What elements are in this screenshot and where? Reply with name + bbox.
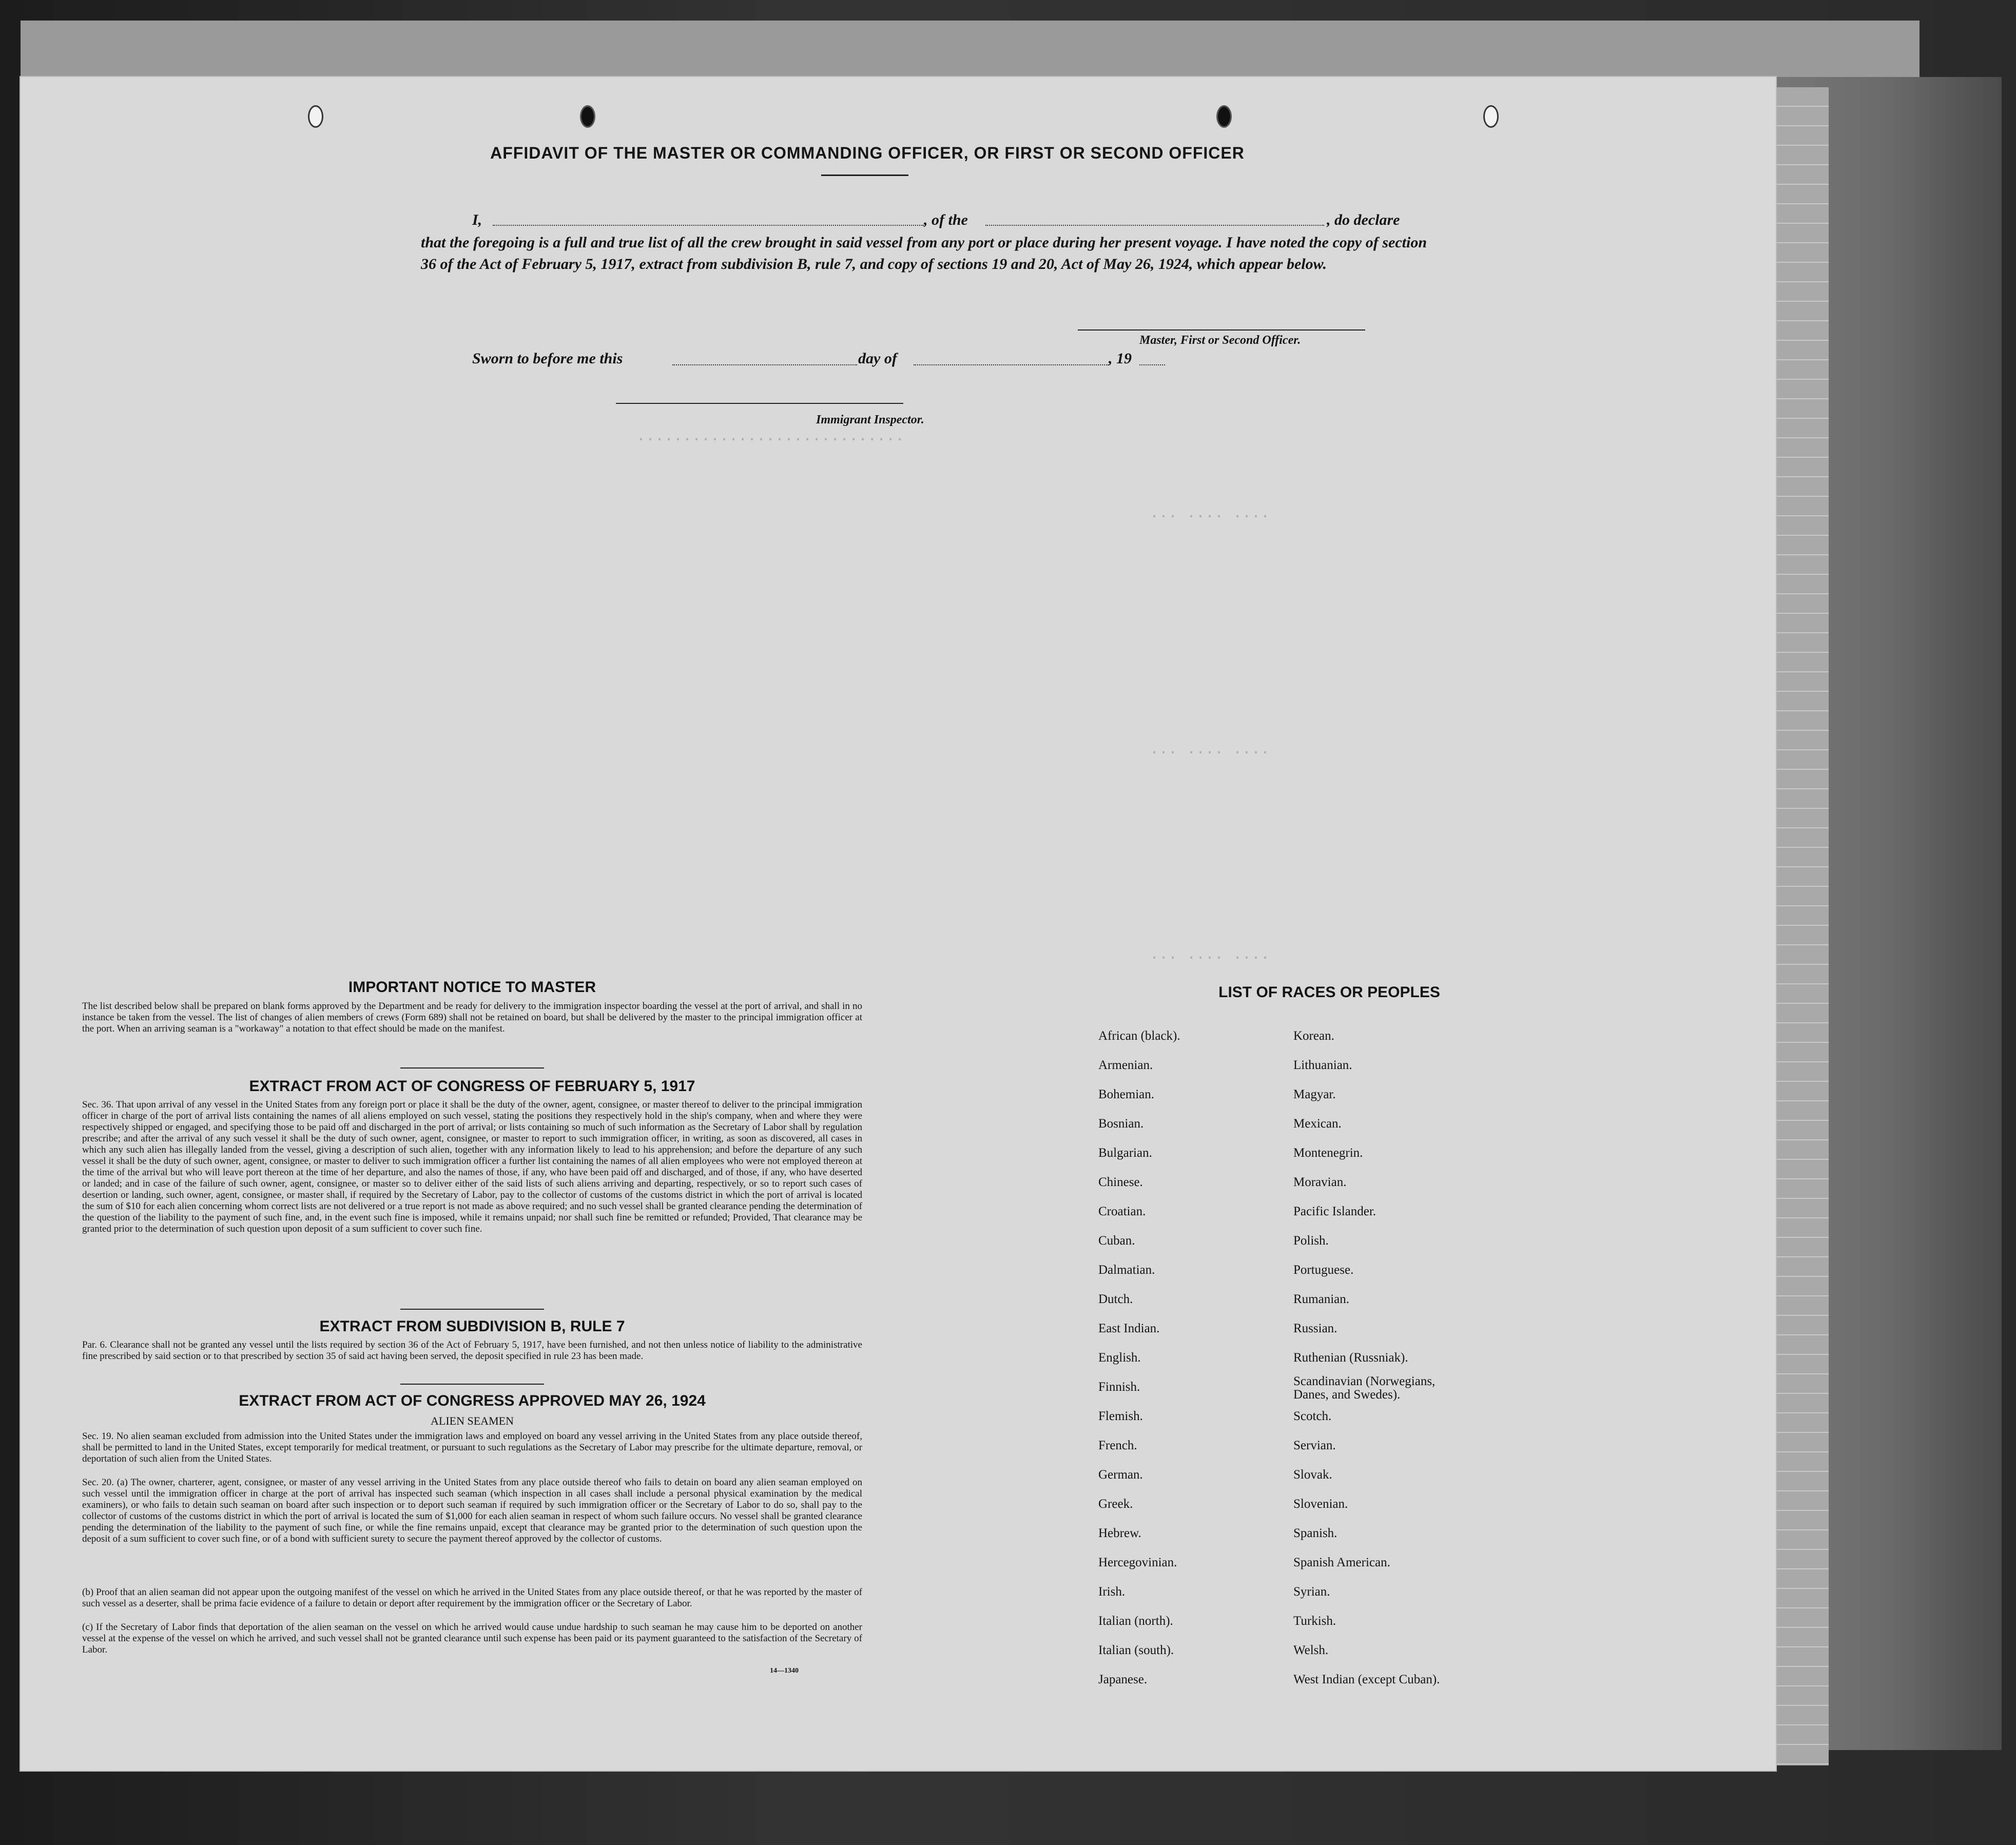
sec19-body: Sec. 19. No alien seaman excluded from admission into the United States under the immigration laws and employed on board any vessel arriving in the United States from any place outside thereof, shall be permitted to land in the United States, except temporarily for medical treatment, or pursuant to such regulations as the Secretary of Labor may prescribe for the ultimate departure, removal, or deportation of such alien from the United States. — [82, 1431, 862, 1464]
extract-1917-body: Sec. 36. That upon arrival of any vessel in the United States from any foreign port or place it shall be the duty of the owner, agent, consignee, or master thereof to deliver to the principal immigration officer in charge of the port of arrival lists containing the names of all aliens employed on such vessel, stating the positions they respectively hold in the ship's company, when and where they were respectively shipped or engaged, and specifying those to be paid off and discharged in the port of arrival; or lists containing so much of such information as the Secretary of Labor shall by regulation prescribe; and after the arrival of any such vessel it shall be the duty of such owner, agent, consignee, or master to report to such immigration officer, in writing, as soon as discovered, all cases in which any such alien has illegally landed from the vessel, giving a description of such alien, together with any information likely to lead to his apprehension; and before the departure of any such vessel it shall be the duty of such owner, agent, consignee, or master to deliver to such immigration officer a further list containing the names of all alien employees who were not employed thereon at the time of the arrival but who will leave port thereon at the time of her departure, and also the names of those, if any, who have been paid off and discharged, and of those, if any, who have deserted or landed; and in case of the failure of such owner, agent, consignee, or master so to deliver either of the said lists of such aliens arriving and departing, respectively, or so to report such cases of desertion or landing, such owner, agent, consignee, or master shall, if required by the Secretary of Labor, pay to the collector of customs of the customs district in which the port of arrival is located the sum of $10 for each alien concerning whom correct lists are not delivered or a true report is not made as above required; and no such vessel shall be granted clearance pending the determination of the question of the liability to the payment of such fine, and, in the event such fine is imposed, while it remains unpaid; nor shall such fine be remitted or refunded; Provided, That clearance may be granted prior to the determination of such question upon deposit of a sum sufficient to cover such fine. — [82, 1099, 862, 1234]
race-entry: Dutch. — [1098, 1292, 1133, 1306]
race-entry: Bulgarian. — [1098, 1146, 1152, 1160]
race-entry: French. — [1098, 1439, 1137, 1452]
sworn-day-blank[interactable] — [672, 364, 857, 365]
race-entry: Slovenian. — [1293, 1497, 1348, 1511]
race-entry: East Indian. — [1098, 1322, 1160, 1335]
bleed-through-mark: ····························· — [636, 431, 905, 449]
name-blank[interactable] — [493, 225, 924, 226]
sec20c-body: (c) If the Secretary of Labor finds that deportation of the alien seaman on the vessel on which he arrived would cause undue hardship to such seaman he may cause him to be deported on another vessel at the expense of the vessel on which he arrived, and such vessel shall not be granted clearance until such expense has been paid or its payment guaranteed to the satisfaction of the Secretary of Labor. — [82, 1622, 862, 1655]
sworn-year: , 19 — [1109, 350, 1132, 367]
race-entry: Bosnian. — [1098, 1117, 1144, 1131]
race-entry: Syrian. — [1293, 1585, 1330, 1599]
race-entry: Bohemian. — [1098, 1087, 1155, 1101]
race-entry: Pacific Islander. — [1293, 1205, 1377, 1218]
bleed-through-mark: ··· ···· ···· — [1150, 744, 1270, 762]
race-entry: Scotch. — [1293, 1409, 1332, 1423]
race-entry: Japanese. — [1098, 1673, 1148, 1686]
affidavit-of-the: , of the — [924, 211, 968, 228]
race-entry: German. — [1098, 1468, 1143, 1482]
master-signature-line[interactable] — [1078, 329, 1365, 331]
section-rule — [400, 1309, 544, 1310]
sworn-year-blank[interactable] — [1139, 364, 1165, 365]
race-entry: Scandinavian (Norwegians, Danes, and Swedes). — [1293, 1374, 1436, 1402]
sworn-label: Sworn to before me this — [472, 350, 623, 367]
sec20b-body: (b) Proof that an alien seaman did not appear upon the outgoing manifest of the vessel on which he arrived in the United States from any place outside thereof, or that he was reported by the master of such vessel as a deserter, shall be prima facie evidence of a failure to detain or deport after requirement by the immigration officer or the Secretary of Labor. — [82, 1587, 862, 1609]
race-entry: Flemish. — [1098, 1409, 1143, 1423]
race-entry: African (black). — [1098, 1029, 1180, 1043]
alien-seamen-subtitle: ALIEN SEAMEN — [431, 1414, 514, 1427]
punch-hole-icon — [580, 105, 595, 128]
race-entry: Finnish. — [1098, 1380, 1140, 1394]
race-entry: Welsh. — [1293, 1643, 1329, 1657]
race-entry: Korean. — [1293, 1029, 1334, 1043]
bleed-through-mark: ··· ···· ···· — [1150, 949, 1270, 967]
vessel-blank[interactable] — [985, 225, 1324, 226]
race-entry: Magyar. — [1293, 1087, 1336, 1101]
race-entry: Polish. — [1293, 1234, 1329, 1248]
race-entry: Dalmatian. — [1098, 1263, 1155, 1277]
race-entry: Hercegovinian. — [1098, 1556, 1177, 1569]
race-entry: Spanish American. — [1293, 1556, 1390, 1569]
extract-1917-title: EXTRACT FROM ACT OF CONGRESS OF FEBRUARY 5, 1917 — [249, 1078, 695, 1095]
rule7-body: Par. 6. Clearance shall not be granted any vessel until the lists required by section 36 of the Act of February 5, 1917, have been furnished, and not then unless notice of liability to the administrative fine prescribed by said section or to that prescribed by section 35 of said act having been served, the deposit specified in rule 23 has been made. — [82, 1339, 862, 1362]
affidavit-title: AFFIDAVIT OF THE MASTER OR COMMANDING OFFICER, OR FIRST OR SECOND OFFICER — [490, 144, 1245, 162]
punch-hole-icon — [308, 105, 323, 128]
race-entry: Cuban. — [1098, 1234, 1135, 1248]
race-entry: Spanish. — [1293, 1526, 1337, 1540]
race-entry: Montenegrin. — [1293, 1146, 1363, 1160]
race-entry: Chinese. — [1098, 1175, 1143, 1189]
inspector-signature-label: Immigrant Inspector. — [816, 413, 924, 426]
race-entry: Russian. — [1293, 1322, 1337, 1335]
race-entry: Hebrew. — [1098, 1526, 1141, 1540]
punch-hole-icon — [1216, 105, 1232, 128]
race-entry: Turkish. — [1293, 1614, 1336, 1628]
races-title: LIST OF RACES OR PEOPLES — [1218, 984, 1440, 1001]
bleed-through-mark: ··· ···· ···· — [1150, 508, 1270, 526]
inspector-signature-line[interactable] — [616, 403, 903, 404]
race-entry: Portuguese. — [1293, 1263, 1354, 1277]
race-entry: Italian (north). — [1098, 1614, 1173, 1628]
extract-1924-title: EXTRACT FROM ACT OF CONGRESS APPROVED MAY 26, 1924 — [239, 1392, 706, 1409]
race-entry: English. — [1098, 1351, 1141, 1365]
race-entry: Lithuanian. — [1293, 1058, 1352, 1072]
race-entry: Croatian. — [1098, 1205, 1146, 1218]
race-entry: Irish. — [1098, 1585, 1126, 1599]
affidavit-declare: , do declare — [1327, 211, 1400, 228]
form-number: 14—1340 — [770, 1667, 799, 1675]
race-entry: Moravian. — [1293, 1175, 1347, 1189]
race-entry: Italian (south). — [1098, 1643, 1174, 1657]
notice-title: IMPORTANT NOTICE TO MASTER — [348, 979, 596, 996]
race-entry: Slovak. — [1293, 1468, 1332, 1482]
section-rule — [400, 1384, 544, 1385]
race-entry: Ruthenian (Russniak). — [1293, 1351, 1408, 1365]
notice-body: The list described below shall be prepared on blank forms approved by the Department and be ready for delivery to the immigration inspector boarding the vessel at the port of arrival, and shall in no instance be taken from the vessel. The list of changes of alien members of crews (Form 689) shall not be retained on board, but shall be delivered by the master to the principal immigration officer at the port. When an arriving seaman is a "workaway" a notation to that effect should be made on the manifest. — [82, 1001, 862, 1034]
title-rule — [821, 174, 908, 176]
sworn-month-blank[interactable] — [914, 364, 1109, 365]
race-entry: West Indian (except Cuban). — [1293, 1673, 1440, 1686]
form-page — [21, 77, 1776, 1771]
sworn-day-of: day of — [858, 350, 897, 367]
affidavit-body: that the foregoing is a full and true list of all the crew brought in said vessel from any port or place during her present voyage. I have noted the copy of section 36 of the Act of February 5, 1917, extract from subdivision B, rule 7, and copy of sections 19 and 20, Act of May 26, 1924, which appear below. — [421, 234, 1427, 273]
race-entry: Armenian. — [1098, 1058, 1153, 1072]
punch-hole-icon — [1483, 105, 1499, 128]
section-rule — [400, 1067, 544, 1069]
sec20a-body: Sec. 20. (a) The owner, charterer, agent, consignee, or master of any vessel arriving in the United States from any place outside thereof who fails to detain on board any alien seaman employed on such vessel until the immigration officer in charge at the port of arrival has inspected such seaman (which inspection in all cases shall include a personal physical examination by the medical examiners), or who fails to detain such seaman on board after such inspection or to deport such seaman if required by such immigration officer or the Secretary of Labor to do so, shall pay to the collector of customs of the customs district in which the port of arrival is located the sum of $1,000 for each alien seaman in respect of whom such failure occurs. No vessel shall be granted clearance pending the determination of the liability to the payment of such fine, or while the fine remains unpaid, except that clearance may be granted prior to the determination of such question upon the deposit of a sum sufficient to cover such fine, or of a bond with sufficient surety to secure the payment thereof approved by the collector of customs. — [82, 1477, 862, 1544]
race-entry: Mexican. — [1293, 1117, 1342, 1131]
race-entry: Servian. — [1293, 1439, 1336, 1452]
master-signature-label: Master, First or Second Officer. — [1139, 334, 1301, 347]
race-entry: Greek. — [1098, 1497, 1133, 1511]
race-entry: Rumanian. — [1293, 1292, 1350, 1306]
affidavit-i: I, — [472, 211, 482, 228]
underlying-sheet-top — [21, 21, 1920, 82]
rule7-title: EXTRACT FROM SUBDIVISION B, RULE 7 — [319, 1318, 625, 1335]
